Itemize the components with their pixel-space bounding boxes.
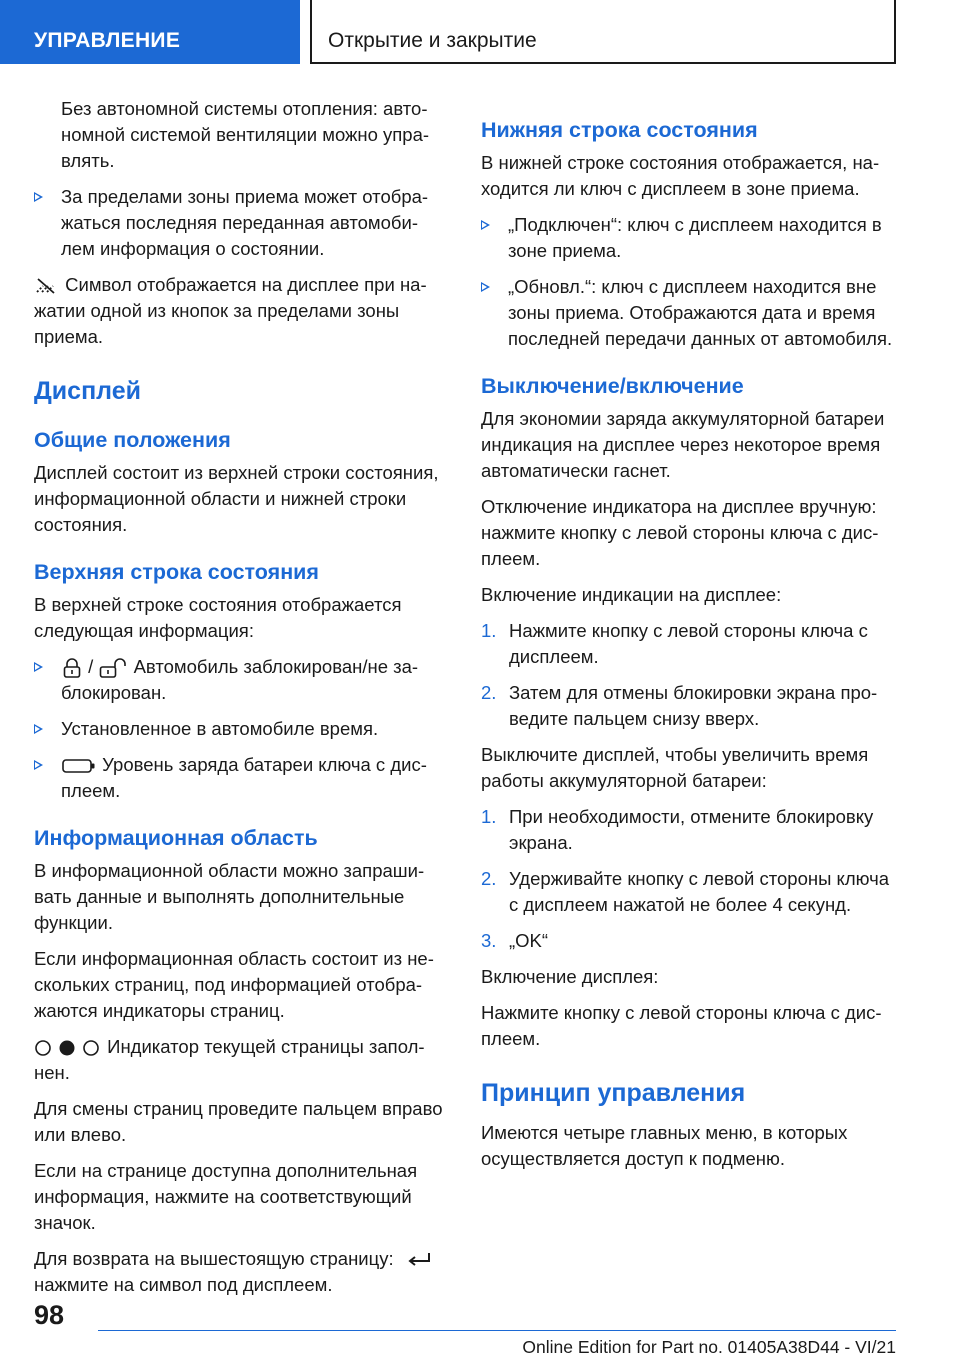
right-column	[481, 96, 897, 1182]
display-on-text: Нажмите кнопку с левой стороны ключа с дисплеем.	[481, 1002, 882, 1049]
back-arrow-icon	[405, 1249, 435, 1271]
left-column	[34, 96, 444, 1308]
bullet-triangle-icon	[481, 220, 490, 230]
updated-text: „Обновл.“: ключ с дисплеем находится вне зоны приема. Отображаются дата и время последней передачи данных от автомобиля.	[508, 276, 893, 349]
heading-general: Общие положения	[34, 428, 231, 452]
bullet-time	[34, 716, 444, 742]
chapter-title: Открытие и закрытие	[328, 29, 537, 52]
step-text: „OK“	[509, 930, 549, 951]
heading-on-off: Выключение/включение	[481, 374, 744, 398]
info-text-1: В информационной области можно запрашивать данные и выполнять дополнительные функции.	[34, 860, 425, 933]
step-text: Нажмите кнопку с левой стороны ключа с дисплеем.	[509, 620, 868, 667]
battery-icon	[61, 757, 97, 775]
page-indicator-note	[34, 1034, 444, 1086]
step-on-2	[481, 680, 897, 732]
heading-principle: Принцип управления	[481, 1079, 746, 1107]
bullet-triangle-icon	[34, 724, 43, 734]
step-number: 1.	[481, 620, 497, 641]
step-number: 3.	[481, 930, 497, 951]
heading-info-area: Информационная область	[34, 826, 318, 850]
general-text: Дисплей состоит из верхней строки состояния, информационной области и нижней строки состояния.	[34, 462, 439, 535]
info-text-2: Если информационная область состоит из нескольких страниц, под информацией отображаются индикаторы страниц.	[34, 948, 434, 1021]
bullet-battery	[34, 752, 444, 804]
symbol-note	[34, 272, 444, 350]
step-number: 2.	[481, 682, 497, 703]
bullet-range	[34, 184, 444, 262]
step-off-2	[481, 866, 897, 918]
bullet-connected	[481, 212, 897, 264]
on-off-text-1: Для экономии заряда аккумуляторной батареи индикация на дисплее через некоторое время автоматически гаснет.	[481, 408, 885, 481]
time-text: Установленное в автомобиле время.	[61, 718, 379, 739]
chapter-tab	[310, 0, 896, 64]
bullet-triangle-icon	[481, 282, 490, 292]
bullet-triangle-icon	[34, 662, 43, 672]
back-text-2: нажмите на символ под дисплеем.	[34, 1274, 333, 1295]
bullet-triangle-icon	[34, 760, 43, 770]
step-number: 2.	[481, 868, 497, 889]
heading-display: Дисплей	[34, 377, 142, 405]
step-number: 1.	[481, 806, 497, 827]
back-note	[34, 1246, 444, 1298]
footer-edition: Online Edition for Part no. 01405A38D44 - VI/21	[522, 1337, 896, 1357]
bullet-lock	[34, 654, 444, 706]
heading-bottom-bar: Нижняя строка состояния	[481, 118, 758, 142]
principle-text: Имеются четыре главных меню, в которых осуществляется доступ к подменю.	[481, 1122, 848, 1169]
swipe-text: Для смены страниц проведите пальцем вправо или влево.	[34, 1098, 443, 1145]
bullet-text: За пределами зоны приема может отображаться последняя переданная автомобилем информация о состоянии.	[61, 186, 429, 259]
lock-open-icon	[98, 658, 128, 678]
on-off-text-3: Включение индикации на дисплее:	[481, 584, 782, 605]
section-tab	[0, 0, 300, 64]
back-text-1: Для возврата на вышестоящую страницу:	[34, 1248, 394, 1269]
on-off-text-2: Отключение индикатора на дисплее вручную: нажмите кнопку с левой стороны ключа с дисплеем.	[481, 496, 879, 569]
page-dots-icon	[34, 1038, 102, 1058]
section-title: УПРАВЛЕНИЕ	[34, 29, 181, 52]
battery-text: Уровень заряда батареи ключа с дисплеем.	[61, 754, 427, 801]
step-text: Удерживайте кнопку с левой стороны ключа с дисплеем нажатой не более 4 секунд.	[509, 868, 890, 915]
bullet-triangle-icon	[34, 192, 43, 202]
lock-closed-icon	[61, 658, 83, 678]
step-off-3	[481, 928, 897, 954]
page-number: 98	[34, 1300, 65, 1330]
bullet-updated	[481, 274, 897, 352]
page-indicator-text: Индикатор текущей страницы заполнен.	[34, 1036, 425, 1083]
top-bar-text: В верхней строке состояния отображается следующая информация:	[34, 594, 402, 641]
step-text: При необходимости, отмените блокировку экрана.	[509, 806, 874, 853]
display-on-label: Включение дисплея:	[481, 966, 659, 987]
symbol-note-text: Символ отображается на дисплее при нажатии одной из кнопок за пределами зоны приема.	[34, 274, 427, 347]
lock-separator: /	[88, 656, 94, 677]
heading-top-bar: Верхняя строка состояния	[34, 560, 319, 584]
more-info-text: Если на странице доступна дополнительная информация, нажмите на соответствующий значок.	[34, 1160, 418, 1233]
intro-paragraph: Без автономной системы отопления: автономной системой вентиляции можно управлять.	[61, 98, 430, 171]
on-off-text-4: Выключите дисплей, чтобы увеличить время работы аккумуляторной батареи:	[481, 744, 869, 791]
step-off-1	[481, 804, 897, 856]
step-text: Затем для отмены блокировки экрана проведите пальцем снизу вверх.	[509, 682, 878, 729]
step-on-1	[481, 618, 897, 670]
connected-text: „Подключен“: ключ с дисплеем находится в зоне приема.	[508, 214, 882, 261]
lock-text: Автомобиль заблокирован/не заблокирован.	[61, 656, 419, 703]
footer-divider	[98, 1330, 896, 1331]
bottom-bar-text: В нижней строке состояния отображается, находится ли ключ с дисплеем в зоне приема.	[481, 152, 880, 199]
no-signal-icon	[34, 276, 60, 296]
